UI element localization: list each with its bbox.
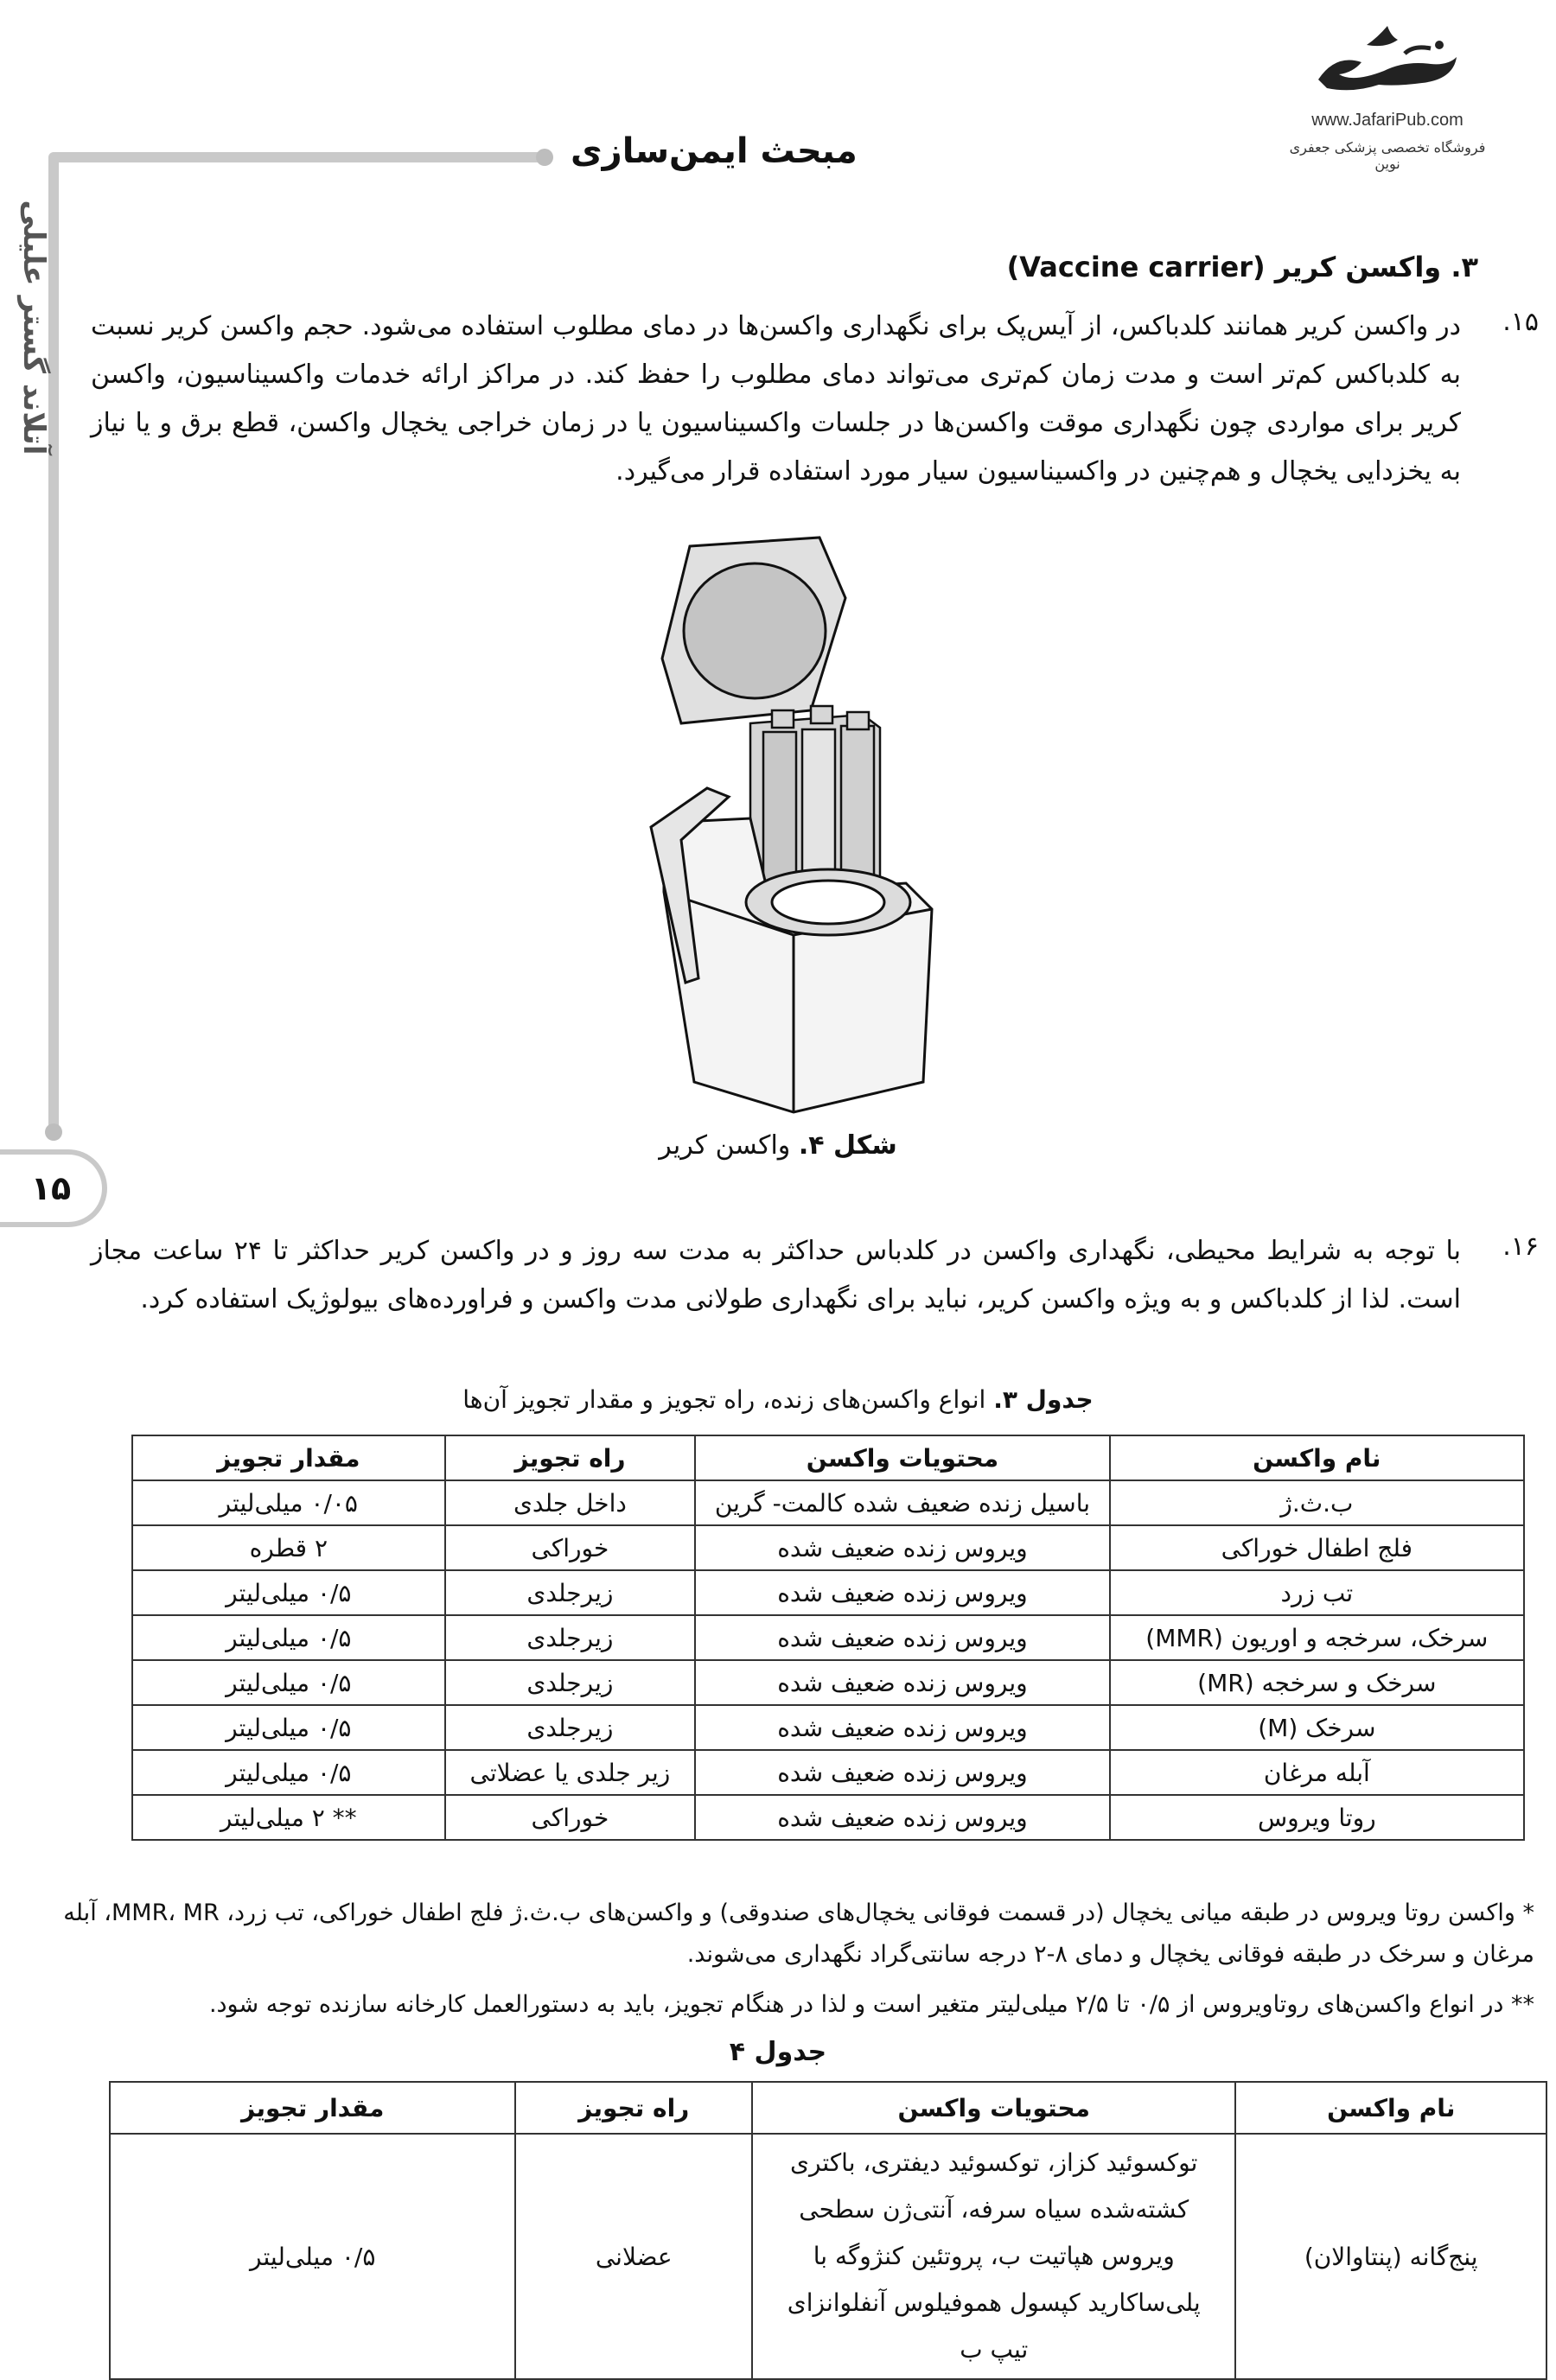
table-3-header: راه تجویز [445,1435,696,1480]
header-rail [50,152,552,162]
table-cell: ویروس زنده ضعیف شده [695,1660,1109,1705]
item-15-number: ۱۵. [1502,307,1539,337]
table-4-header: راه تجویز [515,2082,752,2134]
table-row [132,1705,1524,1750]
table-cell: ویروس زنده ضعیف شده [695,1750,1109,1795]
table-3-header: محتویات واکسن [695,1435,1109,1480]
table-cell: آبله مرغان [1110,1750,1524,1795]
table-cell: ویروس زنده ضعیف شده [695,1570,1109,1615]
table-cell: خوراکی [445,1525,696,1570]
table-cell: روتا ویروس [1110,1795,1524,1840]
table-cell: عضلانی [515,2134,752,2379]
table-row [132,1480,1524,1525]
table-cell: فلج اطفال خوراکی [1110,1525,1524,1570]
logo-url: www.JafariPub.com [1311,111,1464,130]
table-row [132,1795,1524,1840]
logo-icon [1301,19,1474,105]
table-cell: ویروس زنده ضعیف شده [695,1795,1109,1840]
table-cell: توکسوئید کزاز، توکسوئید دیفتری، باکتری کشته‌شده سیاه سرفه، آنتی‌ژن سطحی ویروس هپاتیت ب، پروتئین کنژوگه با پلی‌ساکارید کپسول هموفیلوس آنفلوانزای تیپ ب [752,2134,1235,2379]
table-cell: ویروس زنده ضعیف شده [695,1705,1109,1750]
table-cell: ویروس زنده ضعیف شده [695,1525,1109,1570]
table-4-header: مقدار تجویز [110,2082,515,2134]
table-3-note-1: * واکسن روتا ویروس در طبقه میانی یخچال (در قسمت فوقانی یخچال‌های صندوقی) و واکسن‌های ب.ث.ژ فلج اطفال خوراکی، تب زرد، MMR، MR، آبله مرغان و سرخک در طبقه فوقانی یخچال و دمای ۸-۲ درجه سانتی‌گراد نگهداری می‌شوند. [63,1900,1534,1968]
table-cell: زیرجلدی [445,1570,696,1615]
table-row [132,1660,1524,1705]
table-cell: ۰/۵ میلی‌لیتر [132,1615,445,1660]
publisher-logo [1279,19,1495,172]
table-cell: زیرجلدی [445,1660,696,1705]
table-cell: داخل جلدی [445,1480,696,1525]
table-row [132,1570,1524,1615]
table-cell: سرخک و سرخجه (MR) [1110,1660,1524,1705]
table-4-caption: جدول ۴ [729,2037,827,2067]
table-4-header-row [110,2082,1546,2134]
table-cell: سرخک، سرخجه و اوریون (MMR) [1110,1615,1524,1660]
table-cell: ۰/۵ میلی‌لیتر [132,1705,445,1750]
table-cell: زیرجلدی [445,1615,696,1660]
page-number: ۱۵ [0,1149,107,1227]
figure-caption [0,1130,1556,1161]
figure-caption-text: واکسن کریر [659,1130,799,1161]
table-cell: ** ۲ میلی‌لیتر [132,1795,445,1840]
table-row [132,1615,1524,1660]
figure-caption-label: شکل ۴. [798,1130,897,1161]
item-15-text: در واکسن کریر همانند کلدباکس، از آیس‌پک برای نگهداری واکسن‌ها در دمای مطلوب استفاده می‌شود. حجم واکسن کریر نسبت به کلدباکس کم‌تر است و مدت زمان کم‌تری می‌تواند دمای مطلوب را حفظ کند. در مراکز ارائه خدمات واکسیناسیون، واکسن کریر برای مواردی چون نگهداری موقت واکسن‌ها در جلسات واکسیناسیون یا در زمان خراجی یخچال واکسن، قطع برق و یا نیاز به یخزدایی یخچال و هم‌چنین در واکسیناسیون سیار مورد استفاده قرار می‌گیرد. [91,311,1461,487]
header-rail-dot [536,149,553,166]
table-cell: زیرجلدی [445,1705,696,1750]
side-author-label: آتلاند گستر علیلی [16,200,51,455]
table-cell: ۰/۵ میلی‌لیتر [110,2134,515,2379]
table-3 [131,1435,1525,1841]
table-4-header: نام واکسن [1235,2082,1546,2134]
logo-shop-name: فروشگاه تخصصی پزشکی جعفری نوین [1289,139,1486,172]
table-3-header-row [132,1435,1524,1480]
table-cell: پنج‌گانه (پنتاوالان) [1235,2134,1546,2379]
table-cell: ویروس زنده ضعیف شده [695,1615,1109,1660]
table-cell: تب زرد [1110,1570,1524,1615]
item-16-number: ۱۶. [1502,1231,1539,1262]
table-3-caption-text: انواع واکسن‌های زنده، راه تجویز و مقدار تجویز آن‌ها [462,1385,994,1414]
section-heading: ۳. واکسن کریر (Vaccine carrier) [1006,251,1478,283]
table-3-caption-label: جدول ۳. [993,1385,1094,1414]
table-cell: ۲ قطره [132,1525,445,1570]
table-4-header: محتویات واکسن [752,2082,1235,2134]
table-3-caption [0,1385,1556,1414]
table-row [132,1525,1524,1570]
table-3-header: مقدار تجویز [132,1435,445,1480]
table-row [132,1750,1524,1795]
table-cell: خوراکی [445,1795,696,1840]
table-3-header: نام واکسن [1110,1435,1524,1480]
item-16-text: با توجه به شرایط محیطی، نگهداری واکسن در کلدباس حداکثر به مدت سه روز و در واکسن کریر حداکثر تا ۲۴ ساعت مجاز است. لذا از کلدباکس و به ویژه واکسن کریر، نباید برای نگهداری طولانی مدت واکسن و فراورده‌های بیولوژیک استفاده کرد. [91,1236,1461,1314]
table-cell: ب.ث.ژ [1110,1480,1524,1525]
table-row [110,2134,1546,2379]
table-cell: ۰/۵ میلی‌لیتر [132,1660,445,1705]
table-cell: ۰/۰۵ میلی‌لیتر [132,1480,445,1525]
table-cell: زیر جلدی یا عضلاتی [445,1750,696,1795]
table-4 [109,2081,1547,2380]
table-cell: سرخک (M) [1110,1705,1524,1750]
section-title: مبحث ایمن‌سازی [571,131,858,171]
vaccine-carrier-figure [647,529,975,1117]
table-cell: ۰/۵ میلی‌لیتر [132,1570,445,1615]
table-cell: ۰/۵ میلی‌لیتر [132,1750,445,1795]
table-cell: باسیل زنده ضعیف شده کالمت- گرین [695,1480,1109,1525]
carrier-lid [662,538,845,723]
table-3-note-2: ** در انواع واکسن‌های روتاویروس از ۰/۵ تا ۲/۵ میلی‌لیتر متغیر است و لذا در هنگام تجویز، باید به دستورالعمل کارخانه سازنده توجه شود. [208,1991,1534,2018]
